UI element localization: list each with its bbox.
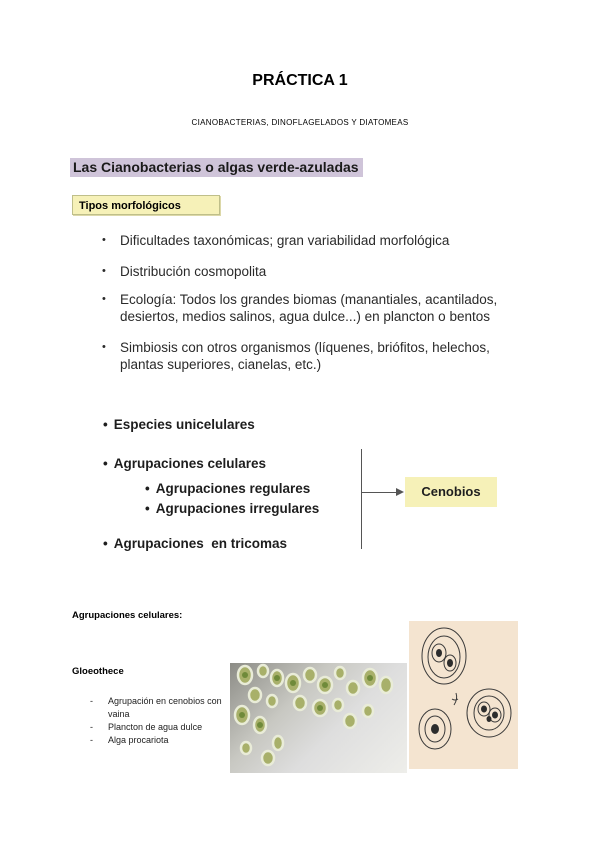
arrow-right-icon	[396, 488, 404, 496]
characteristics-list	[102, 232, 502, 387]
genus-name: Gloeothece	[72, 666, 124, 677]
colony-drawing	[409, 621, 518, 769]
list-item: • Distribución cosmopolita	[102, 263, 502, 280]
gloeothece-illustration	[409, 621, 518, 769]
list-item: • Ecología: Todos los grandes biomas (manantiales, acantilados, desiertos, medios salinos, agua dulce...) en plancton o bentos	[102, 291, 502, 325]
bracket-line	[361, 449, 362, 549]
arrow-line	[361, 492, 399, 493]
cellular-groups: • Agrupaciones celulares	[103, 456, 266, 471]
micrograph-image	[230, 663, 407, 773]
list-item: - Alga procariota	[90, 734, 230, 747]
regular-groups: • Agrupaciones regulares	[145, 481, 310, 496]
section-heading: Las Cianobacterias o algas verde-azuladas	[70, 158, 363, 177]
groups-heading: Agrupaciones celulares:	[72, 610, 183, 621]
list-item: - Plancton de agua dulce	[90, 721, 230, 734]
list-item: • Dificultades taxonómicas; gran variabilidad morfológica	[102, 232, 502, 249]
page-title: PRÁCTICA 1	[252, 72, 348, 89]
types-label-box: Tipos morfológicos	[72, 195, 220, 215]
page-subtitle: CIANOBACTERIAS, DINOFLAGELADOS Y DIATOMEAS	[191, 118, 409, 127]
list-item: • Simbiosis con otros organismos (líquenes, briófitos, helechos, plantas superiores, cianelas, etc.)	[102, 339, 502, 373]
list-item: - Agrupación en cenobios con vaina	[90, 695, 230, 721]
irregular-groups: • Agrupaciones irregulares	[145, 501, 319, 516]
unicellular-species: • Especies unicelulares	[103, 417, 255, 432]
genus-features	[90, 695, 230, 747]
cenobios-box: Cenobios	[405, 477, 497, 507]
micrograph-cells	[230, 663, 407, 773]
trichome-groups: • Agrupaciones en tricomas	[103, 536, 287, 551]
